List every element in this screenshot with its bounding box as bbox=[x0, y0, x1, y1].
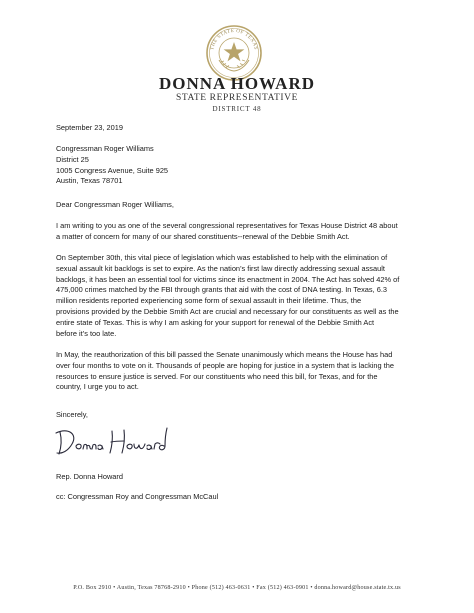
paragraph-line: million residents reported experiencing some form of sexual assault in their lifetime. Thus, the bbox=[56, 296, 362, 306]
paragraph-line: a matter of concern for many of our shared constituents--renewal of the Debbie Smith Act. bbox=[56, 231, 350, 241]
paragraph-line: provisions provided by the Debbie Smith Act are crucial and necessary for our constituents as well as the bbox=[56, 306, 399, 316]
footer-contact: P.O. Box 2910 • Austin, Texas 78768-2910 • Phone (512) 463-0631 • Fax (512) 463-0901 • donna.howard@house.state.tx.us bbox=[73, 585, 401, 591]
paragraph-line: In May, the reauthorization of this bill passed the Senate unanimously which means the House has had bbox=[56, 350, 393, 359]
recipient-address bbox=[56, 144, 424, 187]
closing: Sincerely, bbox=[56, 410, 88, 419]
paragraph-line: 475,000 crimes matched by the FBI through grants that aid with the cost of DNA testing. In Texas, 6.3 bbox=[56, 285, 387, 295]
paragraph-line: resources to ensure justice is served. For our constituents who need this bill, for Texas, and for the bbox=[56, 371, 378, 381]
paragraph-line: over four months to vote on it. Thousands of people are hoping for justice in a system that is lacking the bbox=[56, 360, 394, 370]
recipient-line: Congressman Roger Williams bbox=[56, 144, 154, 153]
cc-line: cc: Congressman Roy and Congressman McCaul bbox=[56, 492, 219, 501]
letterhead-district: DISTRICT 48 bbox=[212, 105, 262, 113]
recipient-line: District 25 bbox=[56, 154, 89, 164]
handwritten-signature bbox=[52, 422, 192, 462]
paragraph-line: backlogs, it has been an essential tool for victims since its enactment in 2004. The Act has solved 42% of bbox=[56, 274, 400, 284]
paragraph-line: On September 30th, this vital piece of legislation which was established to help with the elimination of bbox=[56, 253, 388, 262]
letterhead-name: DONNA HOWARD bbox=[158, 74, 316, 93]
recipient-line: Austin, Texas 78701 bbox=[56, 176, 123, 186]
recipient-line: 1005 Congress Avenue, Suite 925 bbox=[56, 165, 169, 175]
signer-name: Rep. Donna Howard bbox=[56, 472, 123, 481]
paragraph-3 bbox=[56, 350, 424, 393]
paragraph-1 bbox=[56, 221, 424, 243]
paragraph-line: before it’s too late. bbox=[56, 328, 117, 338]
letterhead-title: STATE REPRESENTATIVE bbox=[175, 93, 299, 103]
paragraph-line: I am writing to you as one of the several congressional representatives for Texas House District 48 about bbox=[56, 221, 398, 230]
paragraph-line: sexual assault kit backlogs is set to expire. As the nation’s first law directly addressing sexual assault bbox=[56, 263, 385, 273]
svg-text:THE STATE OF TEXAS: THE STATE OF TEXAS bbox=[210, 28, 258, 51]
paragraph-line: country, I urge you to act. bbox=[56, 382, 139, 392]
salutation: Dear Congressman Roger Williams, bbox=[56, 200, 174, 209]
paragraph-line: entire state of Texas. This is why I am asking for your support for renewal of the Debbie Smith Act bbox=[56, 317, 375, 327]
letter-date: September 23, 2019 bbox=[56, 123, 123, 132]
paragraph-2 bbox=[56, 253, 424, 339]
